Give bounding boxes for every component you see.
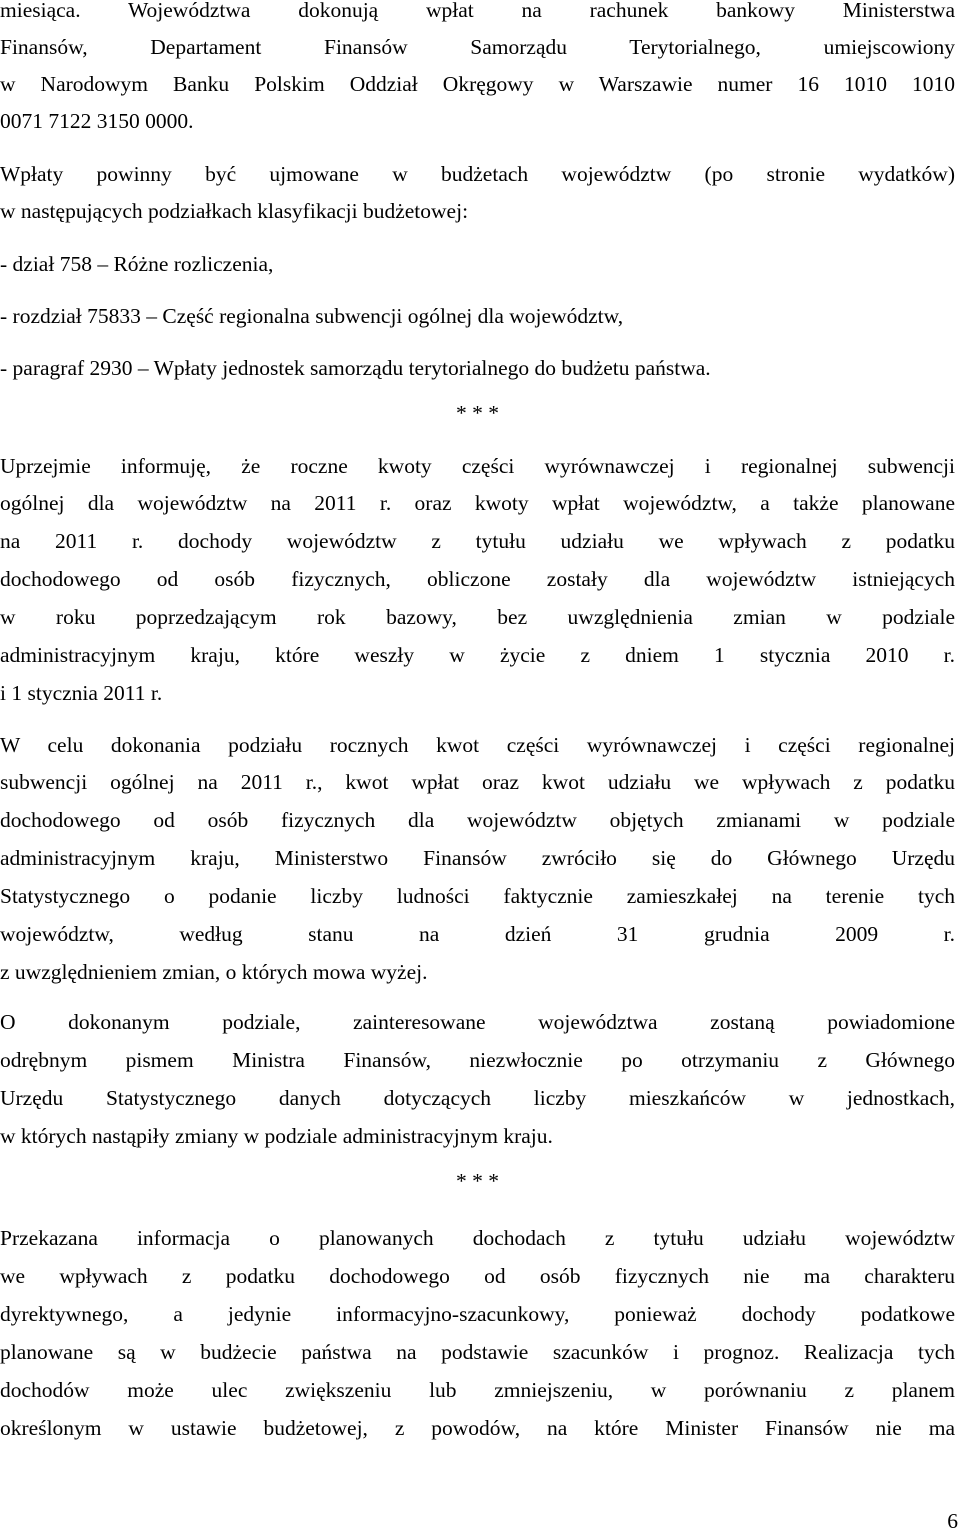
text-line: dochodów może ulec zwiększeniu lub zmniejszeniu, w porównaniu z planem: [0, 1378, 955, 1402]
text-line: dochodowego od osób fizycznych dla województw objętych zmianami w podziale: [0, 808, 955, 832]
text-line: Przekazana informacja o planowanych dochodach z tytułu udziału województw: [0, 1226, 955, 1250]
text-line: ogólnej dla województw na 2011 r. oraz kwoty wpłat województw, a także planowane: [0, 491, 955, 515]
text-line: O dokonanym podziale, zainteresowane województwa zostaną powiadomione: [0, 1010, 955, 1034]
text-line: Uprzejmie informuję, że roczne kwoty części wyrównawczej i regionalnej subwencji: [0, 454, 955, 478]
section-separator: * * *: [456, 1169, 499, 1193]
text-line: w roku poprzedzającym rok bazowy, bez uwzględnienia zmian w podziale: [0, 605, 955, 629]
section-separator: * * *: [456, 401, 499, 425]
text-line: 0071 7122 3150 0000.: [0, 109, 194, 133]
text-line: subwencji ogólnej na 2011 r., kwot wpłat oraz kwot udziału we wpływach z podatku: [0, 770, 955, 794]
text-line: planowane są w budżecie państwa na podstawie szacunków i prognoz. Realizacja tych: [0, 1340, 955, 1364]
text-line: we wpływach z podatku dochodowego od osób fizycznych nie ma charakteru: [0, 1264, 955, 1288]
text-line: dyrektywnego, a jedynie informacyjno-szacunkowy, ponieważ dochody podatkowe: [0, 1302, 955, 1326]
text-line: dochodowego od osób fizycznych, obliczone zostały dla województw istniejących: [0, 567, 955, 591]
text-line: Wpłaty powinny być ujmowane w budżetach województw (po stronie wydatków): [0, 162, 955, 186]
text-line: Urzędu Statystycznego danych dotyczących liczby mieszkańców w jednostkach,: [0, 1086, 955, 1110]
text-line: z uwzględnieniem zmian, o których mowa wyżej.: [0, 960, 428, 984]
text-line: w następujących podziałkach klasyfikacji budżetowej:: [0, 199, 469, 223]
text-line: W celu dokonania podziału rocznych kwot części wyrównawczej i części regionalnej: [0, 733, 955, 757]
list-item-dzial: - dział 758 – Różne rozliczenia,: [0, 252, 274, 276]
text-line: w których nastąpiły zmiany w podziale administracyjnym kraju.: [0, 1124, 553, 1148]
text-line: Finansów, Departament Finansów Samorządu Terytorialnego, umiejscowiony: [0, 35, 955, 59]
list-item-paragraf: - paragraf 2930 – Wpłaty jednostek samorządu terytorialnego do budżetu państwa.: [0, 356, 711, 380]
text-line: określonym w ustawie budżetowej, z powodów, na które Minister Finansów nie ma: [0, 1416, 955, 1440]
page-number: 6: [947, 1509, 958, 1533]
text-line: miesiąca. Województwa dokonują wpłat na rachunek bankowy Ministerstwa: [0, 0, 955, 22]
list-item-rozdzial: - rozdział 75833 – Część regionalna subwencji ogólnej dla województw,: [0, 304, 624, 328]
text-line: na 2011 r. dochody województw z tytułu udziału we wpływach z podatku: [0, 529, 955, 553]
text-line: i 1 stycznia 2011 r.: [0, 681, 163, 705]
text-line: administracyjnym kraju, które weszły w życie z dniem 1 stycznia 2010 r.: [0, 643, 955, 667]
text-line: województw, według stanu na dzień 31 grudnia 2009 r.: [0, 922, 955, 946]
text-line: odrębnym pismem Ministra Finansów, niezwłocznie po otrzymaniu z Głównego: [0, 1048, 955, 1072]
text-line: w Narodowym Banku Polskim Oddział Okręgowy w Warszawie numer 16 1010 1010: [0, 72, 955, 96]
text-line: Statystycznego o podanie liczby ludności faktycznie zamieszkałej na terenie tych: [0, 884, 955, 908]
text-line: administracyjnym kraju, Ministerstwo Finansów zwróciło się do Głównego Urzędu: [0, 846, 955, 870]
